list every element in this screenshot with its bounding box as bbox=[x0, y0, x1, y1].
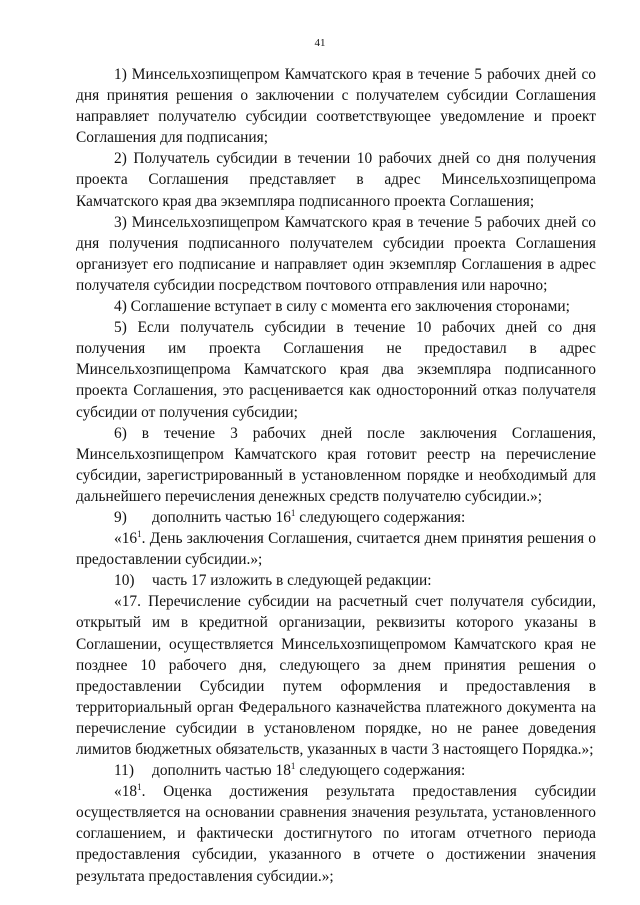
paragraph-3: 3) Минсельхозпищепром Камчатского края в течение 5 рабочих дней со дня получения подписанного получателем субсидии проекта Соглашения организует его подписание и направляет один экземпляр Соглашения в адрес получателя субсидии посредством почтового отправления или нарочно; bbox=[76, 213, 596, 294]
paragraph-18-1-text: . Оценка достижения результата предоставления субсидии осуществляется на основании сравнения значения результата, установленного соглашением, и фактически достигнутого по итогам отчетного периода предоставления субсидии, указанного в отчете о достижении значения результата предоставления субсидии.»; bbox=[76, 783, 596, 885]
page-number: 41 bbox=[314, 37, 326, 49]
document-body bbox=[76, 64, 596, 887]
paragraph-17: «17. Перечисление субсидии на расчетный счет получателя субсидии, открытый им в кредитной организации, реквизиты которого указаны в Соглашении, осуществляется Минсельхозпищепромом Камчатского края не позднее 10 рабочего дня, следующего за днем принятия решения о предоставлении Субсидии путем оформления и предоставления в территориальный орган Федерального казначейства платежного документа на перечисление субсидии в установленом порядке, но не ранее доведения лимитов бюджетных обязательств, указанных в части 3 настоящего Порядка.»; bbox=[76, 593, 596, 758]
paragraph-2: 2) Получатель субсидии в течении 10 рабочих дней со дня получения проекта Соглашения представляет в адрес Минсельхозпищепрома Камчатского края два экземпляра подписанного проекта Соглашения; bbox=[76, 150, 596, 210]
list-item-9 bbox=[76, 507, 596, 528]
list-item-10-text: часть 17 изложить в следующей редакции: bbox=[152, 572, 432, 590]
paragraph-18-1-superscript: 1 bbox=[137, 782, 142, 793]
list-item-10 bbox=[76, 570, 596, 591]
list-item-11-superscript: 1 bbox=[290, 760, 296, 771]
list-item-9-number: 9) bbox=[114, 508, 127, 526]
paragraph-6: 6) в течение 3 рабочих дней после заключения Соглашения, Минсельхозпищепром Камчатского края готовит реестр на перечисление субсидии, зарегистрированный в установленном порядке и необходимый для дальнейшего перечисления денежных средств получателю субсидии.»; bbox=[76, 424, 596, 505]
list-item-10-number: 10) bbox=[114, 572, 135, 590]
list-item-9-text-a: дополнить частью 16 bbox=[152, 508, 291, 526]
paragraph-16-1-text: . День заключения Соглашения, считается днем принятия решения о предоставлении субсидии.»; bbox=[76, 530, 596, 569]
list-item-11-text-a: дополнить частью 18 bbox=[152, 762, 291, 780]
paragraph-16-1-prefix: «16 bbox=[114, 530, 138, 548]
list-item-11-text-b: следующего содержания: bbox=[295, 762, 466, 780]
paragraph-5: 5) Если получатель субсидии в течение 10 рабочих дней со дня получения им проекта Соглашения не предоставил в адрес Минсельхозпищепрома Камчатского края два экземпляра подписанного проекта Соглашения, это расценивается как односторонний отказ получателя субсидии от получения субсидии; bbox=[76, 319, 596, 421]
list-item-11 bbox=[76, 760, 596, 781]
list-item-11-text bbox=[152, 762, 465, 779]
paragraph-16-1-superscript: 1 bbox=[137, 528, 142, 539]
list-item-9-superscript: 1 bbox=[290, 507, 296, 518]
paragraph-18-1 bbox=[76, 781, 596, 886]
paragraph-1: 1) Минсельхозпищепром Камчатского края в течение 5 рабочих дней со дня принятия решения о заключении с получателем субсидии Соглашения направляет получателю субсидии соответствующее уведомление и проект Соглашения для подписания; bbox=[76, 66, 596, 147]
list-item-9-text-b: следующего содержания: bbox=[295, 508, 466, 526]
paragraph-4: 4) Соглашение вступает в силу с момента его заключения сторонами; bbox=[114, 298, 570, 316]
paragraph-16-1 bbox=[76, 528, 596, 570]
list-item-11-number: 11) bbox=[114, 762, 134, 780]
list-item-9-text bbox=[152, 509, 465, 526]
paragraph-18-1-prefix: «18 bbox=[114, 783, 138, 801]
